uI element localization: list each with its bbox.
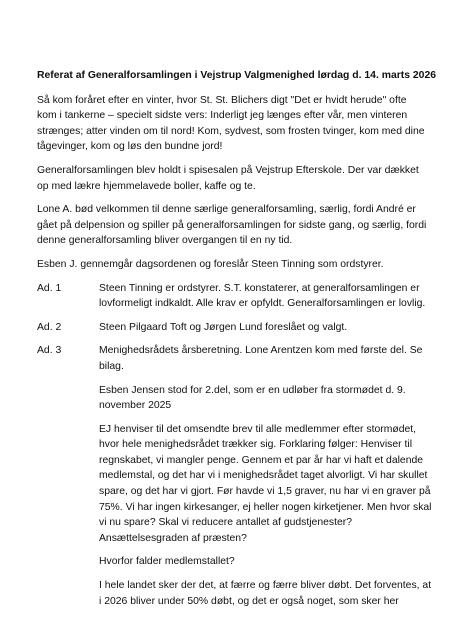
agenda-paragraph (99, 383, 432, 414)
text-line: I hele landet sker der det, at færre og færre bliver døbt. Det forventes, at (99, 580, 432, 592)
text-line: vi nu spare? Skal vi reducere antallet af gudstjenester? (99, 517, 352, 529)
document-title: Referat af Generalforsamlingen i Vejstrup Valgmenighed lørdag d. 14. marts 2026 (37, 70, 437, 81)
text-line: 75%. Vi har ingen kirkesanger, ej heller nogen kirketjener. Men hvor skal (99, 501, 432, 513)
text-line: bilag. (99, 360, 124, 372)
text-line: hvor hele menighedsrådet trækker sig. Forklaring følger: Henviser til (99, 439, 412, 451)
agenda-paragraph (99, 578, 432, 609)
intro-paragraph (37, 257, 421, 273)
agenda-item (37, 281, 426, 312)
intro-paragraph (37, 93, 425, 155)
text-line: i 2026 bliver under 50% døbt, og det er også noget, som sker her (99, 595, 399, 607)
agenda-paragraph (99, 554, 432, 570)
text-line: Esben J. gennemgår dagsordenen og foreslår Steen Tinning som ordstyrer. (37, 258, 384, 270)
agenda-item-label: Ad. 3 (37, 345, 62, 357)
agenda-item-body (99, 281, 425, 312)
agenda-paragraph (99, 343, 432, 374)
agenda-item (37, 343, 432, 609)
agenda-paragraph (99, 281, 425, 312)
text-line: EJ henviser til det omsendte brev til alle medlemmer efter stormødet, (99, 423, 417, 435)
text-line: Så kom foråret efter en vinter, hvor St. St. Blichers digt "Det er hvidt herude" ofte (37, 94, 407, 106)
text-line: kom i tankerne – specielt sidste vers: Inderligt jeg længes efter vår, men vinteren (37, 110, 408, 122)
document-page (37, 68, 437, 617)
agenda-item-label: Ad. 2 (37, 321, 62, 333)
agenda-item-body (99, 320, 421, 336)
text-line: Steen Pilgaard Toft og Jørgen Lund foreslået og valgt. (99, 321, 348, 333)
text-line: medlemstal, og det har vi i menighedsrådet taget alvorligt. Vi har skullet (99, 470, 428, 482)
text-line: Generalforsamlingen blev holdt i spisesalen på Vejstrup Efterskole. Der var dækket (37, 164, 419, 176)
intro-paragraph (37, 163, 421, 194)
text-line: regnskabet, vi mangler penge. Gennem et par år har vi haft et dalende (99, 454, 424, 466)
text-line: strænges; atter vinden om til nord! Kom, sydvest, som frosten tvinger, kom med dine (37, 125, 425, 137)
text-line: op med lækre hjemmelavede boller, kaffe og te. (37, 180, 256, 192)
text-line: denne generalforsamling bliver overgangen til en ny tid. (37, 235, 293, 247)
agenda-item-label: Ad. 1 (37, 282, 62, 294)
text-line: Esben Jensen stod for 2.del, som er en udløber fra stormødet d. 9. (99, 384, 406, 396)
text-line: tågevinger, kom og løs den bundne jord! (37, 141, 223, 153)
agenda-paragraph (99, 320, 421, 336)
agenda-paragraph (99, 422, 432, 547)
text-line: Ansættelsesgraden af præsten? (99, 532, 247, 544)
text-line: november 2025 (99, 400, 172, 412)
agenda-item-body (99, 343, 432, 609)
text-line: gået på delpension og spiller på generalforsamlingen for sidste gang, og særlig, fordi (37, 219, 427, 231)
agenda-section (37, 281, 432, 610)
text-line: lovformeligt indkaldt. Alle krav er opfyldt. Generalforsamlingen er lovlig. (99, 298, 426, 310)
text-line: Menighedsrådets årsberetning. Lone Arentzen kom med første del. Se (99, 345, 423, 357)
text-line: spare, og det har vi gjort. Før havde vi 1,5 graver, nu har vi en graver på (99, 486, 431, 498)
intro-section (37, 93, 427, 273)
intro-paragraph (37, 202, 427, 249)
agenda-item (37, 320, 421, 336)
text-line: Steen Tinning er ordstyrer. S.T. konstaterer, at generalforsamlingen er (99, 282, 420, 294)
text-line: Hvorfor falder medlemstallet? (99, 556, 235, 568)
text-line: Lone A. bød velkommen til denne særlige generalforsamling, særlig, fordi André er (37, 204, 416, 216)
